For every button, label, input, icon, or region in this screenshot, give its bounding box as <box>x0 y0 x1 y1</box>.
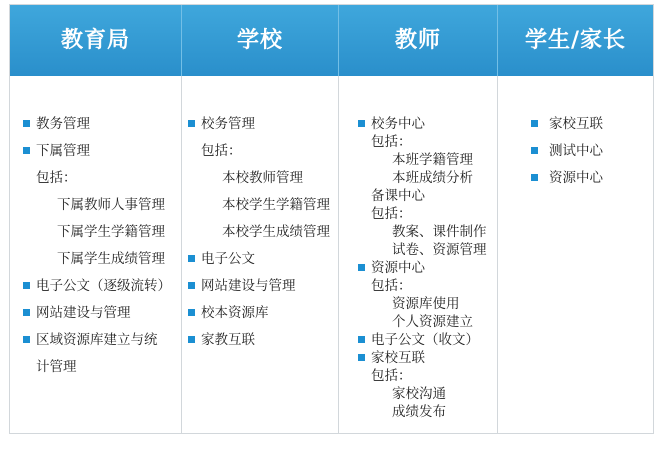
bullet-icon <box>358 336 365 343</box>
role-feature-table <box>9 4 654 434</box>
bullet-icon <box>358 354 365 361</box>
bullet-icon <box>23 309 30 316</box>
bullet-icon <box>188 255 195 262</box>
list-item: 包括： <box>201 143 242 159</box>
list-item: 家校沟通 <box>392 386 446 402</box>
list-item: 下属管理 <box>36 143 90 159</box>
column-body <box>498 76 653 433</box>
bullet-icon <box>531 174 538 181</box>
list-item: 下属学生成绩管理 <box>57 251 165 267</box>
list-item: 本班成绩分析 <box>392 170 473 186</box>
list-item: 网站建设与管理 <box>201 278 296 294</box>
list-item: 下属学生学籍管理 <box>57 224 165 240</box>
column-body <box>182 76 338 433</box>
list-item: 校务管理 <box>201 116 255 132</box>
list-item: 家校互联 <box>549 116 603 132</box>
header-school: 学校 <box>181 5 338 76</box>
list-item: 包括： <box>371 278 412 294</box>
list-item: 包括： <box>371 134 412 150</box>
bullet-icon <box>188 282 195 289</box>
bullet-icon <box>23 120 30 127</box>
list-item: 计管理 <box>36 359 77 375</box>
bullet-icon <box>188 120 195 127</box>
list-item: 下属教师人事管理 <box>57 197 165 213</box>
list-item: 区域资源库建立与统 <box>36 332 158 348</box>
list-item: 教案、课件制作 <box>392 224 487 240</box>
list-item: 试卷、资源管理 <box>392 242 487 258</box>
list-item: 本校教师管理 <box>222 170 303 186</box>
column-education-bureau <box>10 5 181 433</box>
list-item: 成绩发布 <box>392 404 446 420</box>
bullet-icon <box>23 147 30 154</box>
bullet-icon <box>358 264 365 271</box>
list-item: 家教互联 <box>201 332 255 348</box>
bullet-icon <box>23 336 30 343</box>
bullet-icon <box>188 336 195 343</box>
list-item: 校本资源库 <box>201 305 269 321</box>
column-student-parent <box>497 5 653 433</box>
header-teacher: 教师 <box>338 5 497 76</box>
column-body <box>10 76 181 433</box>
list-item: 包括： <box>371 368 412 384</box>
bullet-icon <box>358 120 365 127</box>
list-item: 网站建设与管理 <box>36 305 131 321</box>
list-item: 电子公文 <box>201 251 255 267</box>
list-item: 家校互联 <box>371 350 425 366</box>
list-item: 包括： <box>36 170 77 186</box>
column-school <box>181 5 338 433</box>
list-item: 本校学生成绩管理 <box>222 224 330 240</box>
list-item: 备课中心 <box>371 188 425 204</box>
list-item: 电子公文（收文） <box>371 332 479 348</box>
list-item: 资源库使用 <box>392 296 460 312</box>
bullet-icon <box>531 120 538 127</box>
list-item: 资源中心 <box>371 260 425 276</box>
list-item: 包括： <box>371 206 412 222</box>
bullet-icon <box>531 147 538 154</box>
list-item: 本校学生学籍管理 <box>222 197 330 213</box>
bullet-icon <box>188 309 195 316</box>
column-teacher <box>338 5 497 433</box>
header-education-bureau: 教育局 <box>10 5 181 76</box>
list-item: 校务中心 <box>371 116 425 132</box>
list-item: 教务管理 <box>36 116 90 132</box>
column-body <box>339 76 497 433</box>
bullet-icon <box>23 282 30 289</box>
list-item: 电子公文（逐级流转） <box>36 278 171 294</box>
list-item: 个人资源建立 <box>392 314 473 330</box>
list-item: 测试中心 <box>549 143 603 159</box>
list-item: 资源中心 <box>549 170 603 186</box>
header-student-parent: 学生/家长 <box>497 5 653 76</box>
list-item: 本班学籍管理 <box>392 152 473 168</box>
